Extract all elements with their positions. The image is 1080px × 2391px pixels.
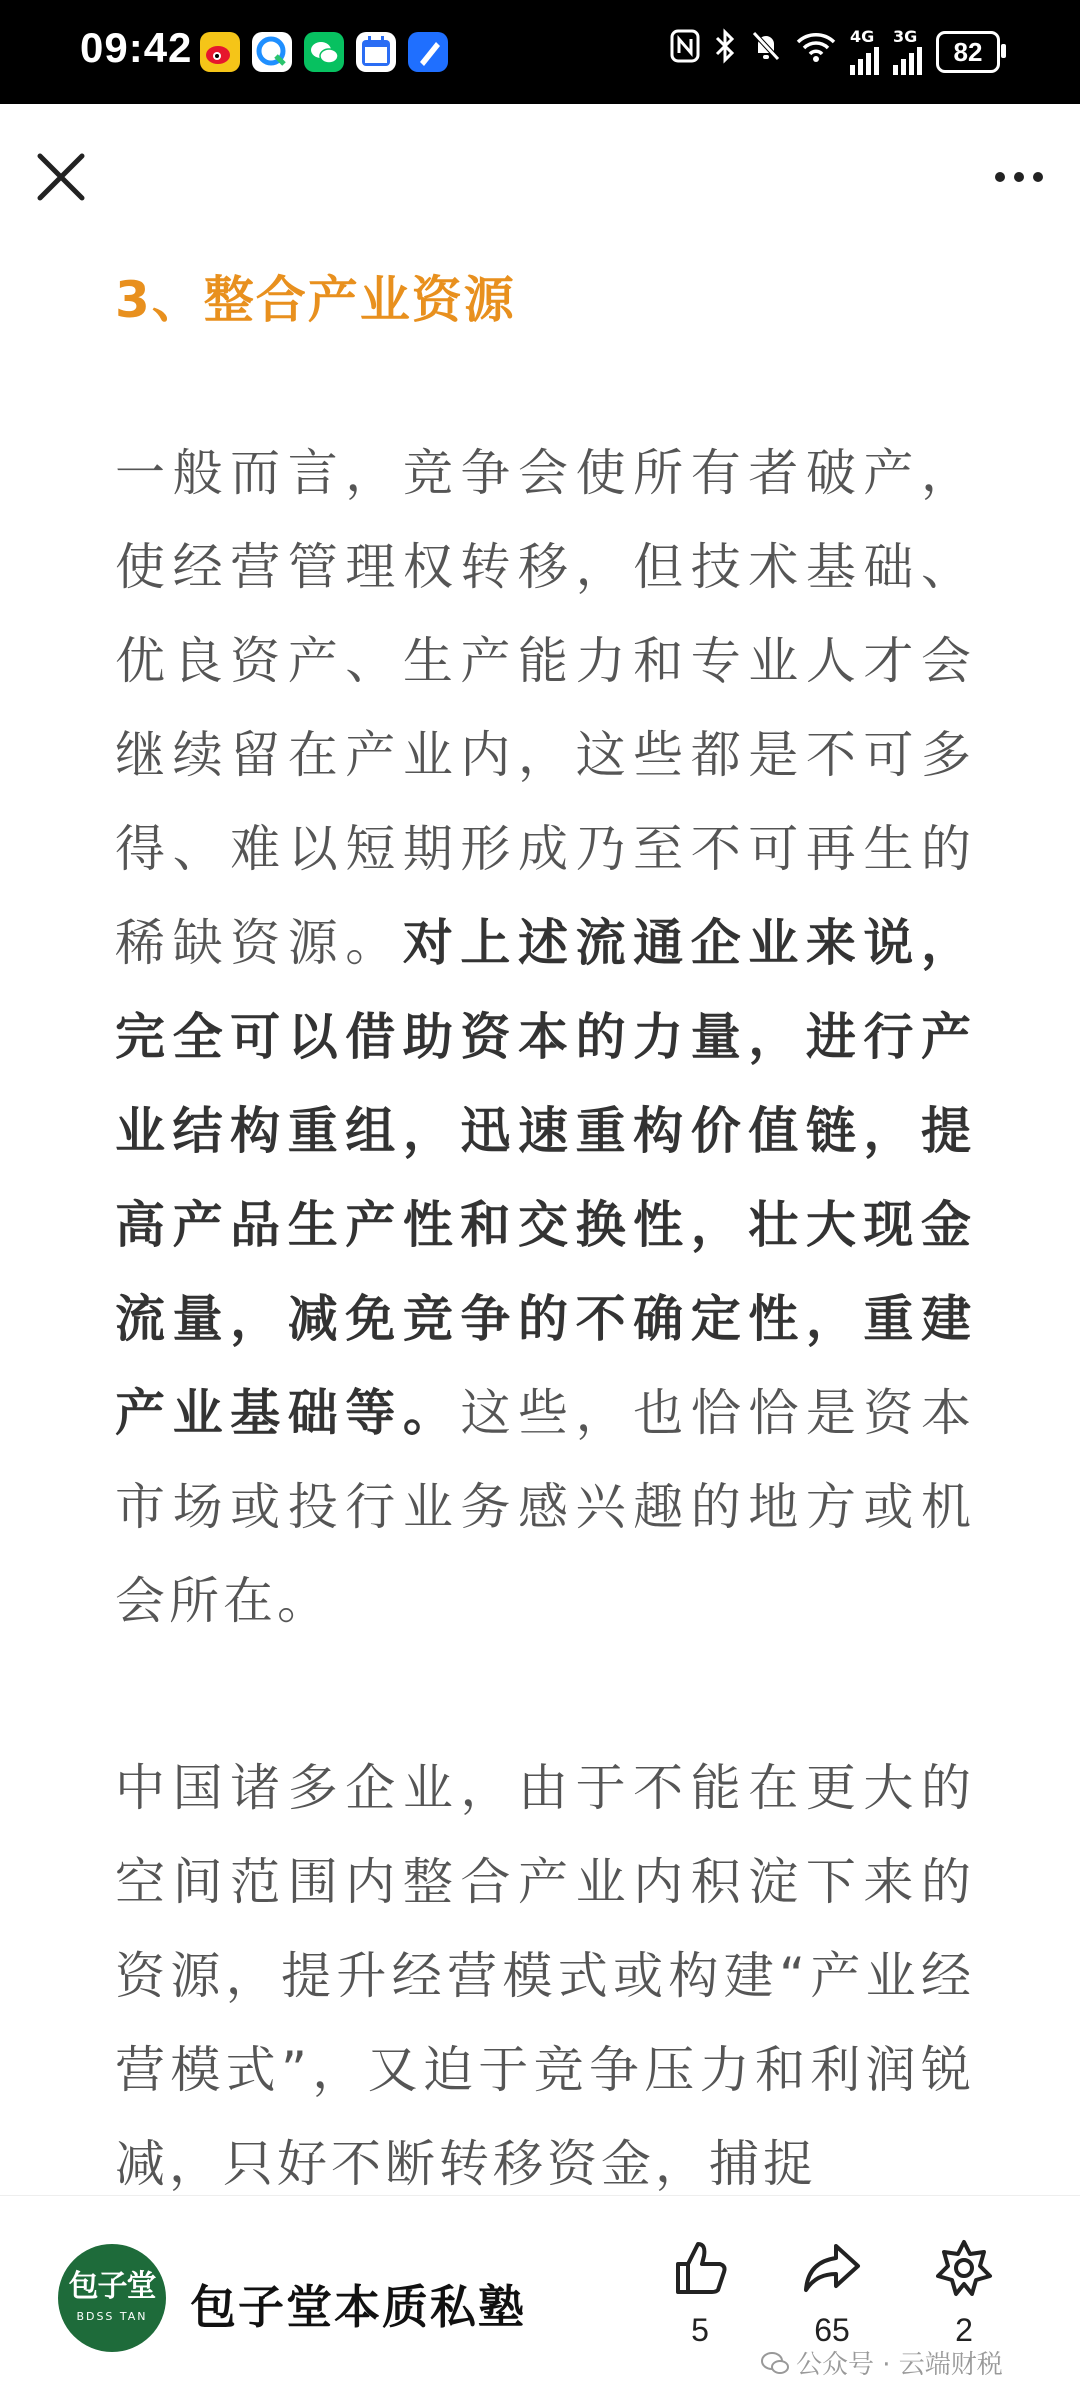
share-arrow-icon <box>800 2236 864 2300</box>
share-button[interactable] <box>782 2236 882 2349</box>
nfc-icon <box>670 28 700 76</box>
recommend-count: 2 <box>955 2312 973 2348</box>
article-paragraph <box>115 1741 975 2211</box>
notes-app-icon <box>408 32 448 72</box>
source-watermark <box>760 2344 1003 2381</box>
wifi-icon <box>796 28 836 76</box>
paragraph-bold-text: 对上述流通企业来说，完全可以借助资本的力量，进行产业结构重组，迅速重构价值链，提高产品生产性和交换性，壮大现金流量，减免竞争的不确定性，重建产业基础等。 <box>115 914 976 1442</box>
signal-4g-indicator <box>850 29 879 75</box>
bluetooth-icon <box>714 28 736 77</box>
status-time: 09:42 <box>80 24 193 71</box>
like-count: 5 <box>691 2312 709 2348</box>
watermark-text: 公众号 · 云端财税 <box>796 2350 1003 2380</box>
like-button[interactable] <box>650 2236 750 2349</box>
recommend-star-icon <box>932 2236 996 2300</box>
more-dot-icon <box>995 172 1005 182</box>
article-content <box>115 250 975 2211</box>
status-bar <box>0 0 1080 104</box>
account-avatar[interactable] <box>58 2244 166 2352</box>
more-options-button[interactable] <box>984 142 1054 212</box>
paragraph-text: 中国诸多企业，由于不能在更大的空间范围内整合产业内积淀下来的资源，提升经营模式或构建“产业经营模式”，又迫于竞争压力和利润锐减，只好不断转移资金，捕捉 <box>115 1759 975 2193</box>
article-nav-bar <box>0 104 1080 250</box>
avatar-subtext: BDSS TAN <box>76 2310 148 2323</box>
signal-4g-label: 4G <box>850 27 875 46</box>
share-count: 65 <box>814 2312 850 2348</box>
wechat-watermark-icon <box>760 2350 790 2376</box>
battery-indicator: 82 <box>936 31 1000 73</box>
section-heading: 3、整合产业资源 <box>115 271 516 329</box>
signal-3g-bars <box>893 45 922 75</box>
signal-4g-bars <box>850 45 879 75</box>
paragraph-text: 一般而言，竞争会使所有者破产，使经营管理权转移，但技术基础、优良资产、生产能力和专业人才会继续留在产业内，这些都是不可多得、难以短期形成乃至不可再生的稀缺资源。 <box>115 444 975 972</box>
account-name[interactable]: 包子堂本质私塾 <box>190 2280 526 2334</box>
thumbs-up-icon <box>668 2236 732 2300</box>
close-button[interactable] <box>26 142 96 212</box>
article-bottom-bar <box>0 2195 1080 2391</box>
more-dot-icon <box>1033 172 1043 182</box>
calendar-app-icon <box>356 32 396 72</box>
mute-bell-icon <box>750 28 782 76</box>
article-paragraph <box>115 426 975 1648</box>
recommend-button[interactable] <box>914 2236 1014 2349</box>
qq-browser-app-icon <box>252 32 292 72</box>
close-icon <box>26 142 96 212</box>
wechat-app-icon <box>304 32 344 72</box>
status-right-group <box>670 28 1000 76</box>
paragraph-text: 这些，也恰恰是资本市场或投行业务感兴趣的地方或机会所在。 <box>115 1384 976 1630</box>
weibo-app-icon <box>200 32 240 72</box>
more-dot-icon <box>1014 172 1024 182</box>
signal-3g-indicator <box>893 29 922 75</box>
signal-3g-label: 3G <box>893 27 918 46</box>
avatar-text: 包子堂 <box>68 2269 156 2304</box>
